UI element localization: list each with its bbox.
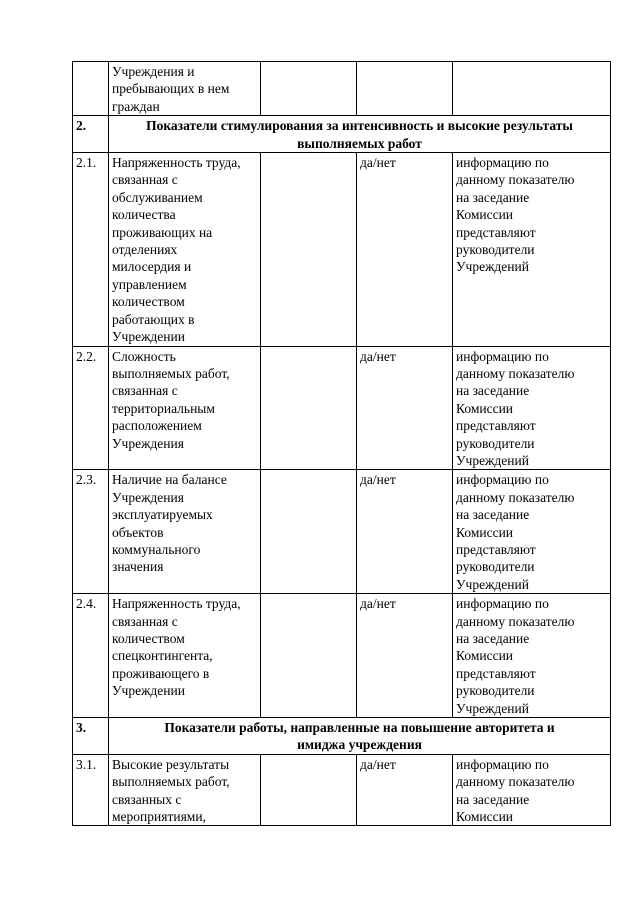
table-row (73, 62, 611, 116)
table-row (73, 153, 611, 346)
indicator-note: информацию по данному показателю на заседание Комиссии представляют руководители Учреждений (453, 346, 611, 470)
table-row (73, 754, 611, 826)
empty-cell (261, 754, 357, 826)
row-number: 3.1. (73, 754, 109, 826)
indicator-value: да/нет (357, 594, 453, 718)
table-row (73, 470, 611, 594)
row-number: 2.3. (73, 470, 109, 594)
indicator-name: Высокие результаты выполняемых работ, связанных с мероприятиями, (109, 754, 261, 826)
indicator-value: да/нет (357, 470, 453, 594)
indicator-note (453, 62, 611, 116)
row-number: 2.1. (73, 153, 109, 346)
empty-cell (261, 346, 357, 470)
table-row (73, 346, 611, 470)
indicator-name: Учреждения и пребывающих в нем граждан (109, 62, 261, 116)
indicator-value: да/нет (357, 346, 453, 470)
indicator-value: да/нет (357, 153, 453, 346)
indicator-note: информацию по данному показателю на заседание Комиссии представляют руководители Учреждений (453, 153, 611, 346)
section-number: 3. (73, 718, 109, 755)
indicator-name: Наличие на балансе Учреждения эксплуатируемых объектов коммунального значения (109, 470, 261, 594)
indicator-note: информацию по данному показателю на заседание Комиссии представляют руководители Учреждений (453, 470, 611, 594)
criteria-table (72, 61, 611, 826)
indicator-value: да/нет (357, 754, 453, 826)
empty-cell (261, 470, 357, 594)
empty-cell (261, 153, 357, 346)
empty-cell (261, 594, 357, 718)
section-title: Показатели стимулирования за интенсивность и высокие результаты выполняемых работ (109, 116, 611, 153)
row-number: 2.2. (73, 346, 109, 470)
table-row (73, 594, 611, 718)
section-row (73, 718, 611, 755)
indicator-name: Напряженность труда, связанная с количеством спецконтингента, проживающего в Учреждении (109, 594, 261, 718)
section-title: Показатели работы, направленные на повышение авторитета и имиджа учреждения (109, 718, 611, 755)
indicator-name: Сложность выполняемых работ, связанная с территориальным расположением Учреждения (109, 346, 261, 470)
row-number (73, 62, 109, 116)
indicator-name: Напряженность труда, связанная с обслуживанием количества проживающих на отделениях милосердия и управлением количеством работающих в Учреждении (109, 153, 261, 346)
indicator-note: информацию по данному показателю на заседание Комиссии (453, 754, 611, 826)
row-number: 2.4. (73, 594, 109, 718)
indicator-note: информацию по данному показателю на заседание Комиссии представляют руководители Учреждений (453, 594, 611, 718)
indicator-value (357, 62, 453, 116)
empty-cell (261, 62, 357, 116)
section-row (73, 116, 611, 153)
section-number: 2. (73, 116, 109, 153)
